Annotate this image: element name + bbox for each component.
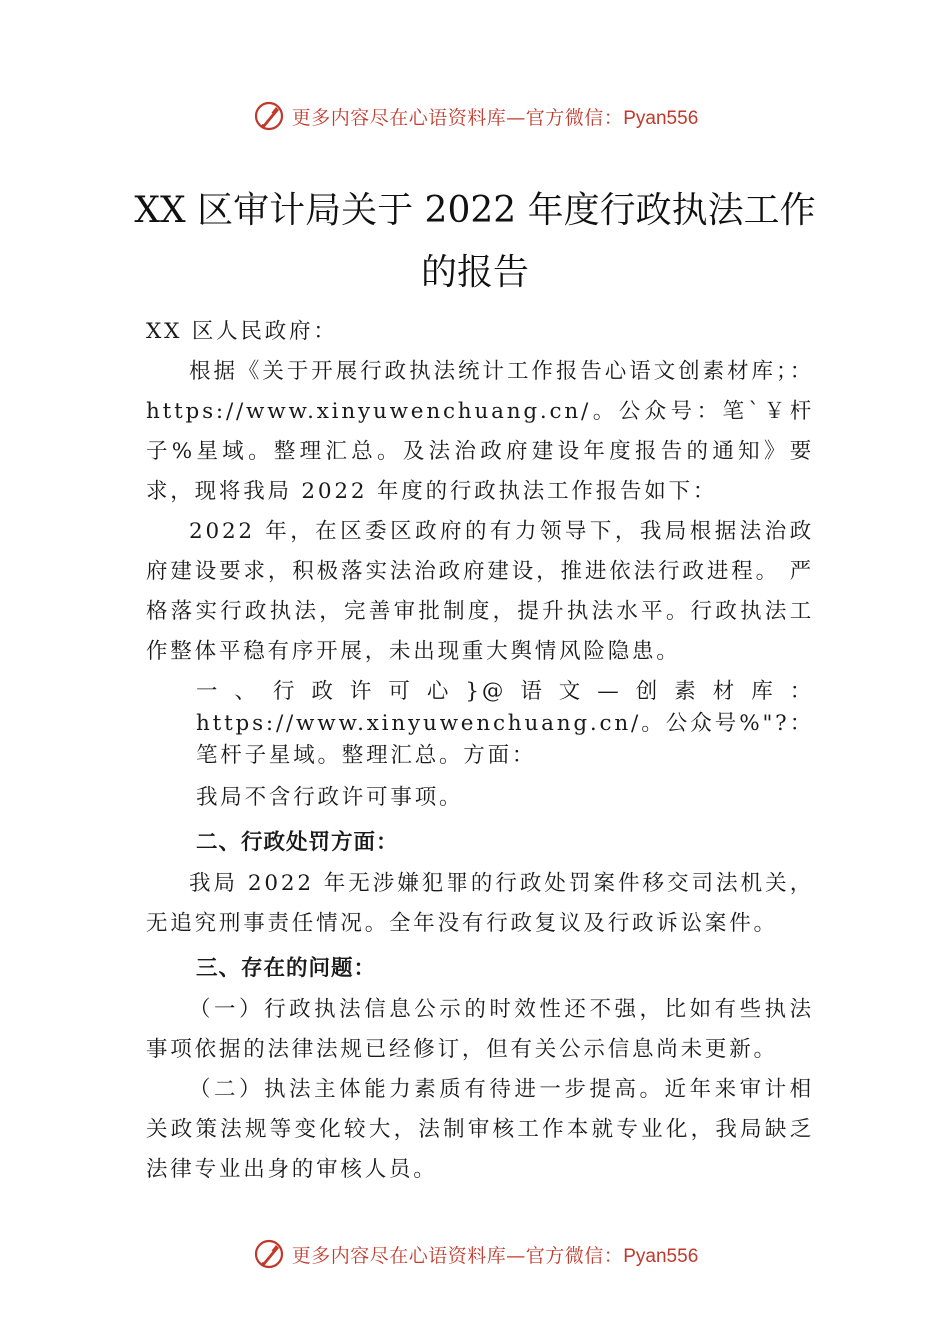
banner-text: 更多内容尽在心语资料库—官方微信：Pyan556: [291, 1244, 699, 1267]
paragraph-intro: 根据《关于开展行政执法统计工作报告心语文创素材库；：https://www.xinyuwenchuang.cn/。公众号：笔`￥杆子%星域。整理汇总。及法治政府建设年度报告的通知》要求，现将我局 2022 年度的行政执法工作报告如下：: [146, 359, 814, 504]
title-line-2: 的报告: [420, 252, 529, 293]
banner-text: 更多内容尽在心语资料库—官方微信：Pyan556: [291, 106, 699, 129]
document-body: [146, 312, 814, 1190]
section-3-heading: 三、存在的问题：: [196, 956, 377, 981]
paragraph-overview: 2022 年，在区委区政府的有力领导下，我局根据法治政府建设要求，积极落实法治政府建设，推进依法行政进程。 严格落实行政执法，完善审批制度，提升执法水平。行政执法工作整体平稳有序开展，未出现重大舆情风险隐患。: [146, 519, 814, 664]
section-2-heading: 二、行政处罚方面：: [196, 830, 399, 855]
salutation: XX 区人民政府：: [146, 319, 338, 344]
banner-account: Pyan556: [623, 1245, 699, 1267]
issue-item-2: （二）执法主体能力素质有待进一步提高。近年来审计相关政策法规等变化较大，法制审核工作本就专业化，我局缺乏法律专业出身的审核人员。: [146, 1077, 814, 1182]
section-1-body: 我局不含行政许可事项。: [196, 785, 464, 810]
title-line-1: XX 区审计局关于 2022 年度行政执法工作: [134, 190, 816, 231]
section-1-heading: 一、行政许可心}@语文—创素材库：https://www.xinyuwenchuang.cn/。公众号%"?：笔杆子星域。整理汇总。方面：: [196, 679, 814, 768]
document-title: [120, 180, 830, 304]
header-watermark-banner: [0, 96, 950, 136]
feather-pen-logo-icon: [252, 1237, 286, 1271]
issue-item-1: （一）行政执法信息公示的时效性还不强，比如有些执法事项依据的法律法规已经修订，但有关公示信息尚未更新。: [146, 997, 814, 1062]
section-2-body: 我局 2022 年无涉嫌犯罪的行政处罚案件移交司法机关，无追究刑事责任情况。全年没有行政复议及行政诉讼案件。: [146, 871, 814, 936]
banner-account: Pyan556: [623, 107, 699, 129]
footer-watermark-banner: [0, 1234, 950, 1274]
feather-pen-logo-icon: [252, 99, 286, 133]
